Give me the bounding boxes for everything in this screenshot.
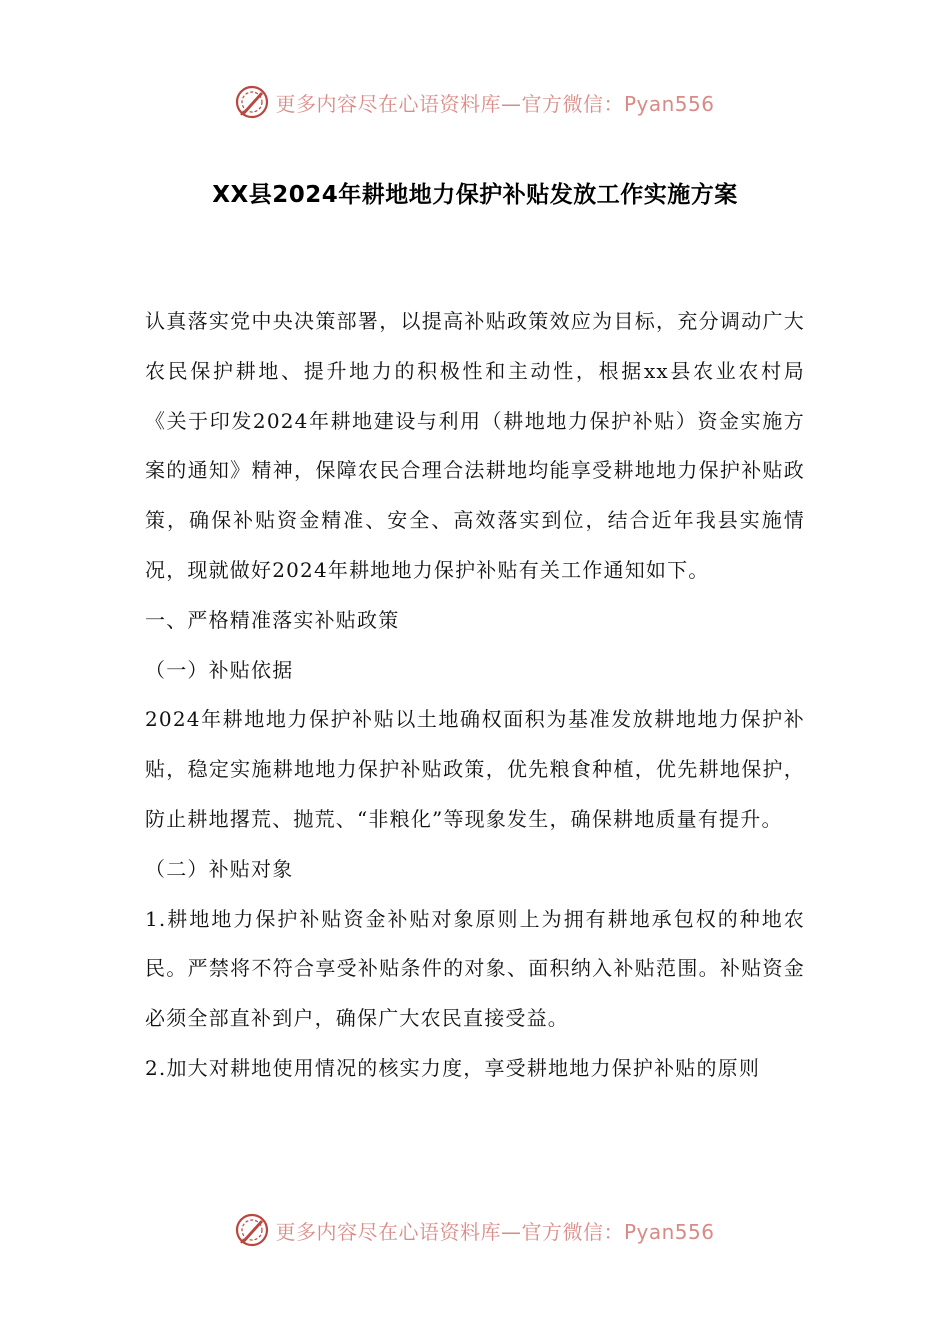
basis-paragraph: 2024年耕地地力保护补贴以土地确权面积为基准发放耕地地力保护补贴，稳定实施耕地地力保护补贴政策，优先粮食种植，优先耕地保护，防止耕地撂荒、抛荒、“非粮化”等现象发生，确保耕地质量有提升。 bbox=[145, 707, 805, 831]
quill-pen-logo-icon bbox=[235, 1213, 269, 1247]
subsection-heading-basis: （一）补贴依据 bbox=[145, 657, 294, 682]
document-title: XX县2024年耕地地力保护补贴发放工作实施方案 bbox=[212, 182, 738, 208]
document-body bbox=[145, 297, 805, 1094]
section-heading-1: 一、严格精准落实补贴政策 bbox=[145, 607, 400, 632]
intro-paragraph: 认真落实党中央决策部署，以提高补贴政策效应为目标，充分调动广大农民保护耕地、提升地力的积极性和主动性，根据xx县农业农村局《关于印发2024年耕地建设与利用（耕地地力保护补贴）资金实施方案的通知》精神，保障农民合理合法耕地均能享受耕地地力保护补贴政策，确保补贴资金精准、安全、高效落实到位，结合近年我县实施情况，现就做好2024年耕地地力保护补贴有关工作通知如下。 bbox=[145, 309, 805, 582]
quill-pen-logo-icon bbox=[235, 85, 269, 119]
footer-watermark-banner bbox=[0, 1208, 950, 1252]
subsection-heading-targets: （二）补贴对象 bbox=[145, 856, 294, 881]
targets-item-1: 1.耕地地力保护补贴资金补贴对象原则上为拥有耕地承包权的种地农民。严禁将不符合享受补贴条件的对象、面积纳入补贴范围。补贴资金必须全部直补到户，确保广大农民直接受益。 bbox=[145, 906, 805, 1031]
targets-item-2: 2.加大对耕地使用情况的核实力度，享受耕地地力保护补贴的原则 bbox=[145, 1055, 761, 1080]
header-watermark-banner bbox=[0, 80, 950, 124]
watermark-text: 更多内容尽在心语资料库—官方微信：Pyan556 bbox=[275, 1219, 715, 1244]
watermark-text: 更多内容尽在心语资料库—官方微信：Pyan556 bbox=[275, 91, 715, 116]
